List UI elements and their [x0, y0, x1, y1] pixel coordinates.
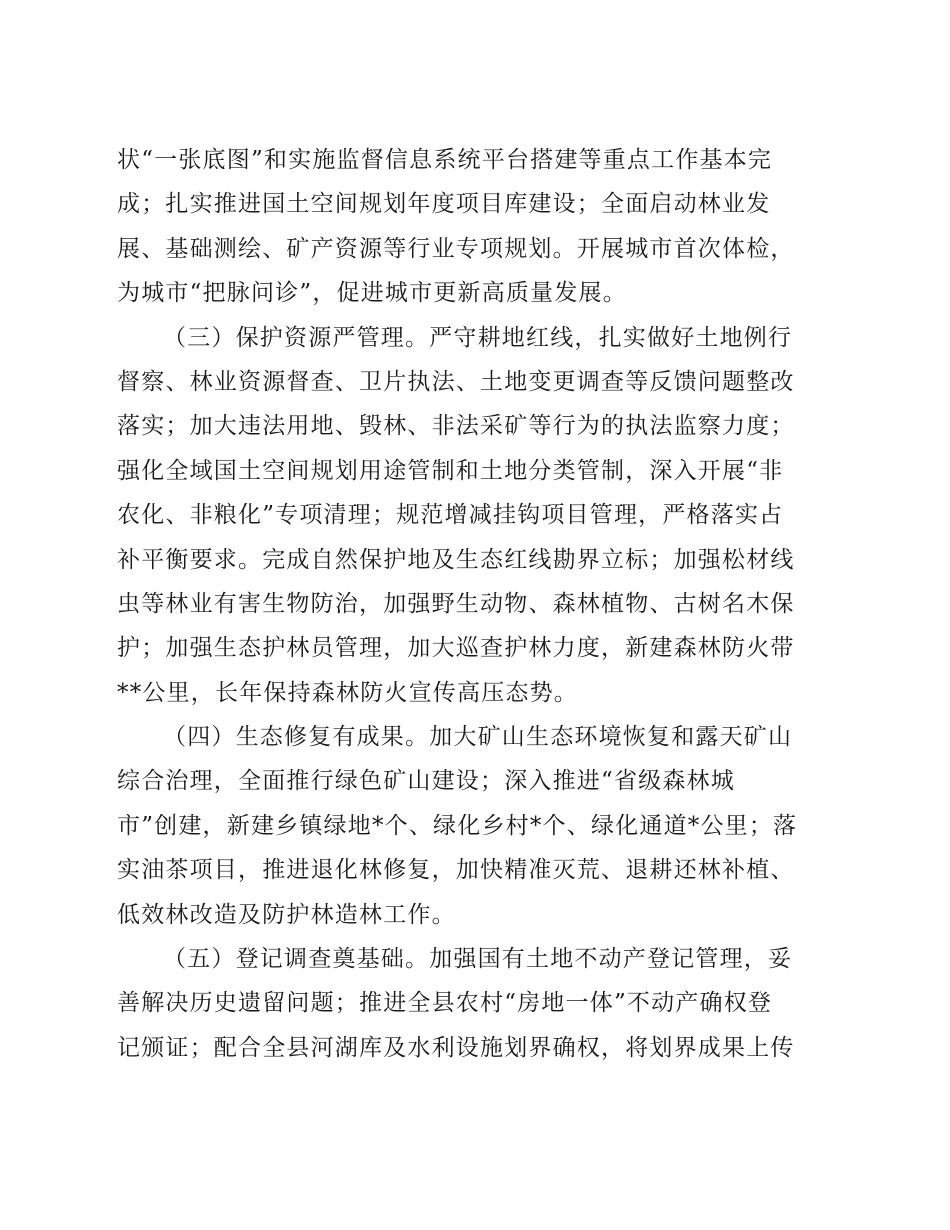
text-line: 督察、林业资源督查、卫片执法、土地变更调查等反馈问题整改 — [117, 368, 795, 395]
text-line: 为城市“把脉问诊”，促进城市更新高质量发展。 — [117, 280, 627, 307]
text-line: 实油茶项目，推进退化林修复，加快精准灭荒、退耕还林补植、 — [117, 857, 795, 884]
text-line: 展、基础测绘、矿产资源等行业专项规划。开展城市首次体检， — [117, 235, 795, 262]
text-line: 记颁证；配合全县河湖库及水利设施划界确权，将划界成果上传 — [117, 1034, 795, 1061]
paragraph-heading-line: （三）保护资源严管理。严守耕地红线，扎实做好土地例行 — [163, 324, 793, 351]
text-line: 成；扎实推进国土空间规划年度项目库建设；全面启动林业发 — [117, 191, 771, 218]
text-line: 低效林改造及防护林造林工作。 — [117, 901, 456, 928]
paragraph-heading-line: （四）生态修复有成果。加大矿山生态环境恢复和露天矿山 — [163, 724, 793, 751]
text-line: 综合治理，全面推行绿色矿山建设；深入推进“省级森林城 — [117, 768, 735, 795]
text-line: 落实；加大违法用地、毁林、非法采矿等行为的执法监察力度； — [117, 413, 795, 440]
text-line: 农化、非粮化”专项清理；规范增减挂钩项目管理，严格落实占 — [117, 502, 784, 529]
text-line: 虫等林业有害生物防治，加强野生动物、森林植物、古树名木保 — [117, 590, 795, 617]
document-body — [117, 138, 837, 1070]
text-line: 补平衡要求。完成自然保护地及生态红线勘界立标；加强松材线 — [117, 546, 795, 573]
text-line: 市”创建，新建乡镇绿地*个、绿化乡村*个、绿化通道*公里；落 — [117, 812, 798, 839]
text-line: 强化全域国土空间规划用途管制和土地分类管制，深入开展“非 — [117, 457, 784, 484]
paragraph-heading-line: （五）登记调查奠基础。加强国有土地不动产登记管理，妥 — [163, 946, 793, 973]
text-line: **公里，长年保持森林防火宣传高压态势。 — [117, 679, 578, 706]
text-line: 状“一张底图”和实施监督信息系统平台搭建等重点工作基本完 — [117, 147, 773, 173]
text-line: 善解决历史遗留问题；推进全县农村“房地一体”不动产确权登 — [117, 990, 773, 1017]
text-line: 护；加强生态护林员管理，加大巡查护林力度，新建森林防火带 — [117, 635, 795, 662]
